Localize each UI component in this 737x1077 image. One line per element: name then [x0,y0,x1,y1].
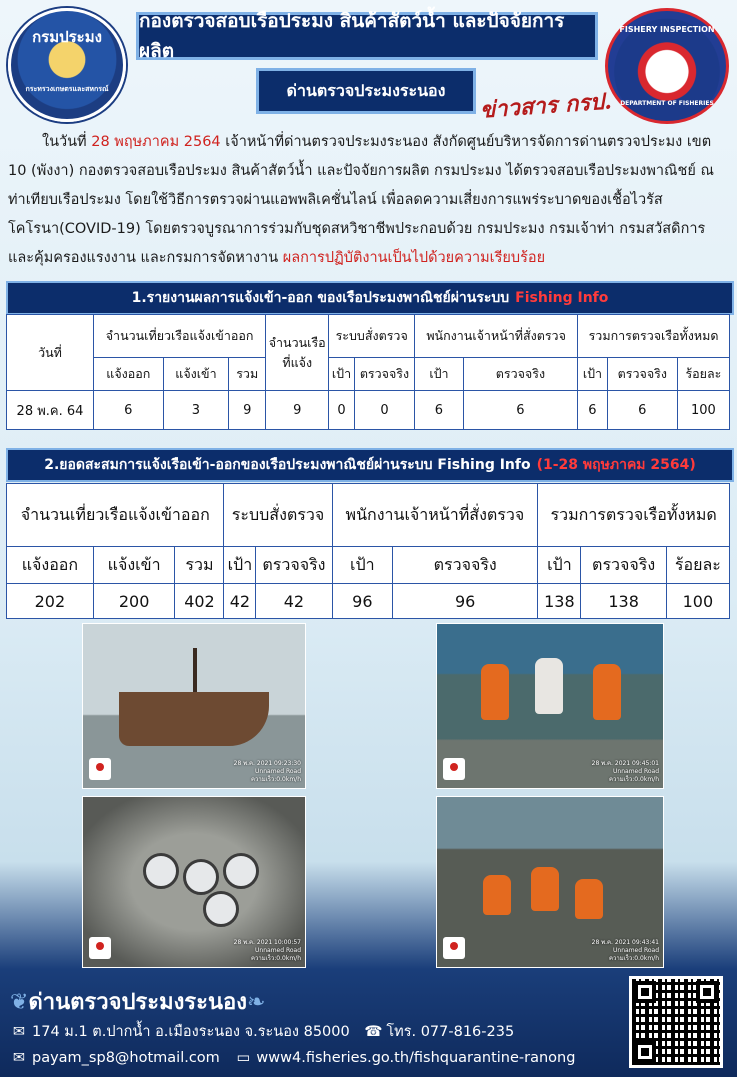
col-officer: พนักงานเจ้าหน้าที่สั่งตรวจ [332,484,538,547]
map-pin-icon [89,758,111,780]
footer-contact-line [10,1020,514,1043]
cell-officer-actual: 6 [463,391,577,430]
photo-stamp [592,939,659,963]
logo-left-top-text: กรมประมง [32,28,102,46]
computer-icon: ▭ [236,1050,251,1066]
stamp-time: 28 พ.ค. 2021 09:23:30 [233,760,301,767]
crew-member [575,879,603,919]
col-trips: จำนวนเที่ยวเรือแจ้งเข้าออก [94,315,266,358]
col-total-target: เป้า [578,358,608,391]
col-total-actual: ตรวจจริง [607,358,677,391]
stamp-road: Unnamed Road [255,947,301,954]
table-subheader-row [7,547,730,584]
cell-out: 6 [94,391,164,430]
stamp-speed: ความเร็ว:0.0km/h [250,776,301,783]
qr-code[interactable] [629,976,723,1068]
cell-system-actual: 0 [354,391,414,430]
ornament-icon: ❦ [10,990,29,1015]
cell-officer-target: 96 [332,584,393,619]
col-officer-actual: ตรวจจริง [393,547,538,584]
cell-total-actual: 6 [607,391,677,430]
section2-title: 2.ยอดสะสมการแจ้งเรือเข้า-ออกของเรือประมงพาณิชย์ผ่านระบบ Fishing Info [44,457,531,473]
ice-bucket [203,891,239,927]
header [0,0,737,124]
col-officer: พนักงานเจ้าหน้าที่สั่งตรวจ [415,315,578,358]
footer-phone: โทร. 077-816-235 [386,1024,515,1040]
crew-member [593,664,621,720]
col-in: แจ้งเข้า [93,547,175,584]
col-sum: รวม [229,358,266,391]
col-officer-target: เป้า [332,547,393,584]
qr-finder [696,981,718,1003]
col-officer-actual: ตรวจจริง [463,358,577,391]
crew-member [483,875,511,915]
map-pin-icon [443,758,465,780]
photo-crew-lifejackets [436,623,664,789]
map-pin-icon [89,937,111,959]
footer-title-text: ด่านตรวจประมงระนอง [28,990,247,1015]
col-percent: ร้อยละ [677,358,729,391]
footer-title [10,984,265,1019]
cell-date: 28 พ.ค. 64 [7,391,94,430]
section2-title-red: (1-28 พฤษภาคม 2564) [536,457,696,473]
cell-system-actual: 42 [256,584,332,619]
col-date: วันที่ [7,315,94,391]
cell-in: 3 [163,391,229,430]
phone-icon: ☎ [364,1024,383,1040]
ornament-icon: ❧ [246,990,266,1015]
table-row [7,584,730,619]
intro-result: ผลการปฏิบัติงานเป็นไปด้วยความเรียบร้อย [282,250,546,266]
col-sum: รวม [175,547,224,584]
stamp-road: Unnamed Road [613,947,659,954]
photo-fishing-boat [82,623,306,789]
mailbox-icon: ✉ [12,1024,26,1040]
col-percent: ร้อยละ [666,547,729,584]
cell-boats: 9 [266,391,329,430]
qr-finder [634,1041,656,1063]
stamp-speed: ความเร็ว:0.0km/h [250,955,301,962]
stamp-speed: ความเร็ว:0.0km/h [608,776,659,783]
email-icon: ✉ [12,1050,26,1066]
section1-title-red: Fishing Info [515,290,609,306]
cell-total-actual: 138 [581,584,666,619]
boat-hull [119,692,269,746]
footer-online-line [10,1050,575,1066]
col-total: รวมการตรวจเรือทั้งหมด [538,484,730,547]
col-out: แจ้งออก [7,547,94,584]
col-system: ระบบสั่งตรวจ [224,484,332,547]
map-pin-icon [443,937,465,959]
qr-finder [634,981,656,1003]
table-header-row [7,315,730,358]
intro-paragraph [8,128,728,273]
col-system: ระบบสั่งตรวจ [329,315,415,358]
crew-member [531,867,559,911]
crew-member [481,664,509,720]
col-system-actual: ตรวจจริง [354,358,414,391]
intro-date: 28 พฤษภาคม 2564 [91,134,221,150]
footer-email[interactable]: payam_sp8@hotmail.com [32,1050,220,1066]
ice-bucket [223,853,259,889]
news-tag: ข่าวสาร กรป. [479,88,613,124]
logo-left-bottom-text: กระทรวงเกษตรและสหกรณ์ [25,85,109,93]
table-subheader-row [7,358,730,391]
photo-stamp [592,760,659,784]
cell-total-target: 138 [538,584,581,619]
photo-stamp [234,760,301,784]
intro-part2: เจ้าหน้าที่ด่านตรวจประมงระนอง สังกัดศูนย์บริหารจัดการด่านตรวจประมง เขต 10 (พังงา) กองตรวจสอบเรือประมง สินค้าสัตว์น้ำ และปัจจัยการผลิต กรมประมง ได้ตรวจสอบเรือประมงพาณิชย์ ณ ท่าเทียบเรือประมง โดยใช้วิธีการตรวจผ่านแอพพลิเคชั่นไลน์ เพื่อลดความเสี่ยงการแพร่ระบาดของเชื้อไวรัสโคโรนา(COVID-19) โดยตรวจบูรณาการร่วมกับชุดสหวิชาชีพประกอบด้วย กรมประมง กรมเจ้าท่า กรมสวัสดิการและคุ้มครองแรงงาน และกรมการจัดหางาน [8,134,714,266]
footer [0,970,737,1077]
section2-heading [6,448,734,482]
cell-percent: 100 [666,584,729,619]
ice-bucket [183,859,219,895]
cell-officer-actual: 96 [393,584,538,619]
cell-officer-target: 6 [415,391,464,430]
cell-percent: 100 [677,391,729,430]
ice-bucket [143,853,179,889]
page-subtitle: ด่านตรวจประมงระนอง [256,68,476,114]
intro-part1: ในวันที่ [42,134,92,150]
col-total-target: เป้า [538,547,581,584]
col-system-actual: ตรวจจริง [256,547,332,584]
col-total-actual: ตรวจจริง [581,547,666,584]
stamp-road: Unnamed Road [255,768,301,775]
col-trips: จำนวนเที่ยวเรือแจ้งเข้าออก [7,484,224,547]
page-title: กองตรวจสอบเรือประมง สินค้าสัตว์น้ำ และปัจจัยการผลิต [136,12,598,60]
daily-report-table [6,314,730,430]
boat-mast [193,648,197,696]
department-of-fisheries-logo [8,8,126,122]
section1-title: 1.รายงานผลการแจ้งเข้า-ออก ของเรือประมงพาณิชย์ผ่านระบบ [131,290,510,306]
table-row [7,391,730,430]
footer-website[interactable]: www4.fisheries.go.th/fishquarantine-ranong [256,1050,576,1066]
logo-right-bottom-text: DEPARTMENT OF FISHERIES [620,100,714,107]
section1-heading [6,281,734,315]
col-out: แจ้งออก [94,358,164,391]
cell-out: 202 [7,584,94,619]
col-in: แจ้งเข้า [163,358,229,391]
stamp-time: 28 พ.ค. 2021 09:43:41 [591,939,659,946]
cell-in: 200 [93,584,175,619]
crew-member [535,658,563,714]
cell-total-target: 6 [578,391,608,430]
fishery-inspection-logo [605,8,729,124]
cell-sum: 9 [229,391,266,430]
cell-sum: 402 [175,584,224,619]
table-header-row [7,484,730,547]
stamp-speed: ความเร็ว:0.0km/h [608,955,659,962]
photo-stamp [234,939,301,963]
col-officer-target: เป้า [415,358,464,391]
stamp-time: 28 พ.ค. 2021 09:45:01 [591,760,659,767]
cumulative-report-table [6,483,730,619]
col-system-target: เป้า [329,358,355,391]
stamp-time: 28 พ.ค. 2021 10:00:57 [233,939,301,946]
cell-system-target: 0 [329,391,355,430]
col-system-target: เป้า [224,547,256,584]
cell-system-target: 42 [224,584,256,619]
photo-crew-seated [436,796,664,968]
logo-right-top-text: FISHERY INSPECTION [619,25,715,34]
photo-fish-hold [82,796,306,968]
col-boats: จำนวนเรือที่แจ้ง [266,315,329,391]
footer-address: 174 ม.1 ต.ปากน้ำ อ.เมืองระนอง จ.ระนอง 85000 [32,1024,350,1040]
stamp-road: Unnamed Road [613,768,659,775]
col-total: รวมการตรวจเรือทั้งหมด [578,315,730,358]
